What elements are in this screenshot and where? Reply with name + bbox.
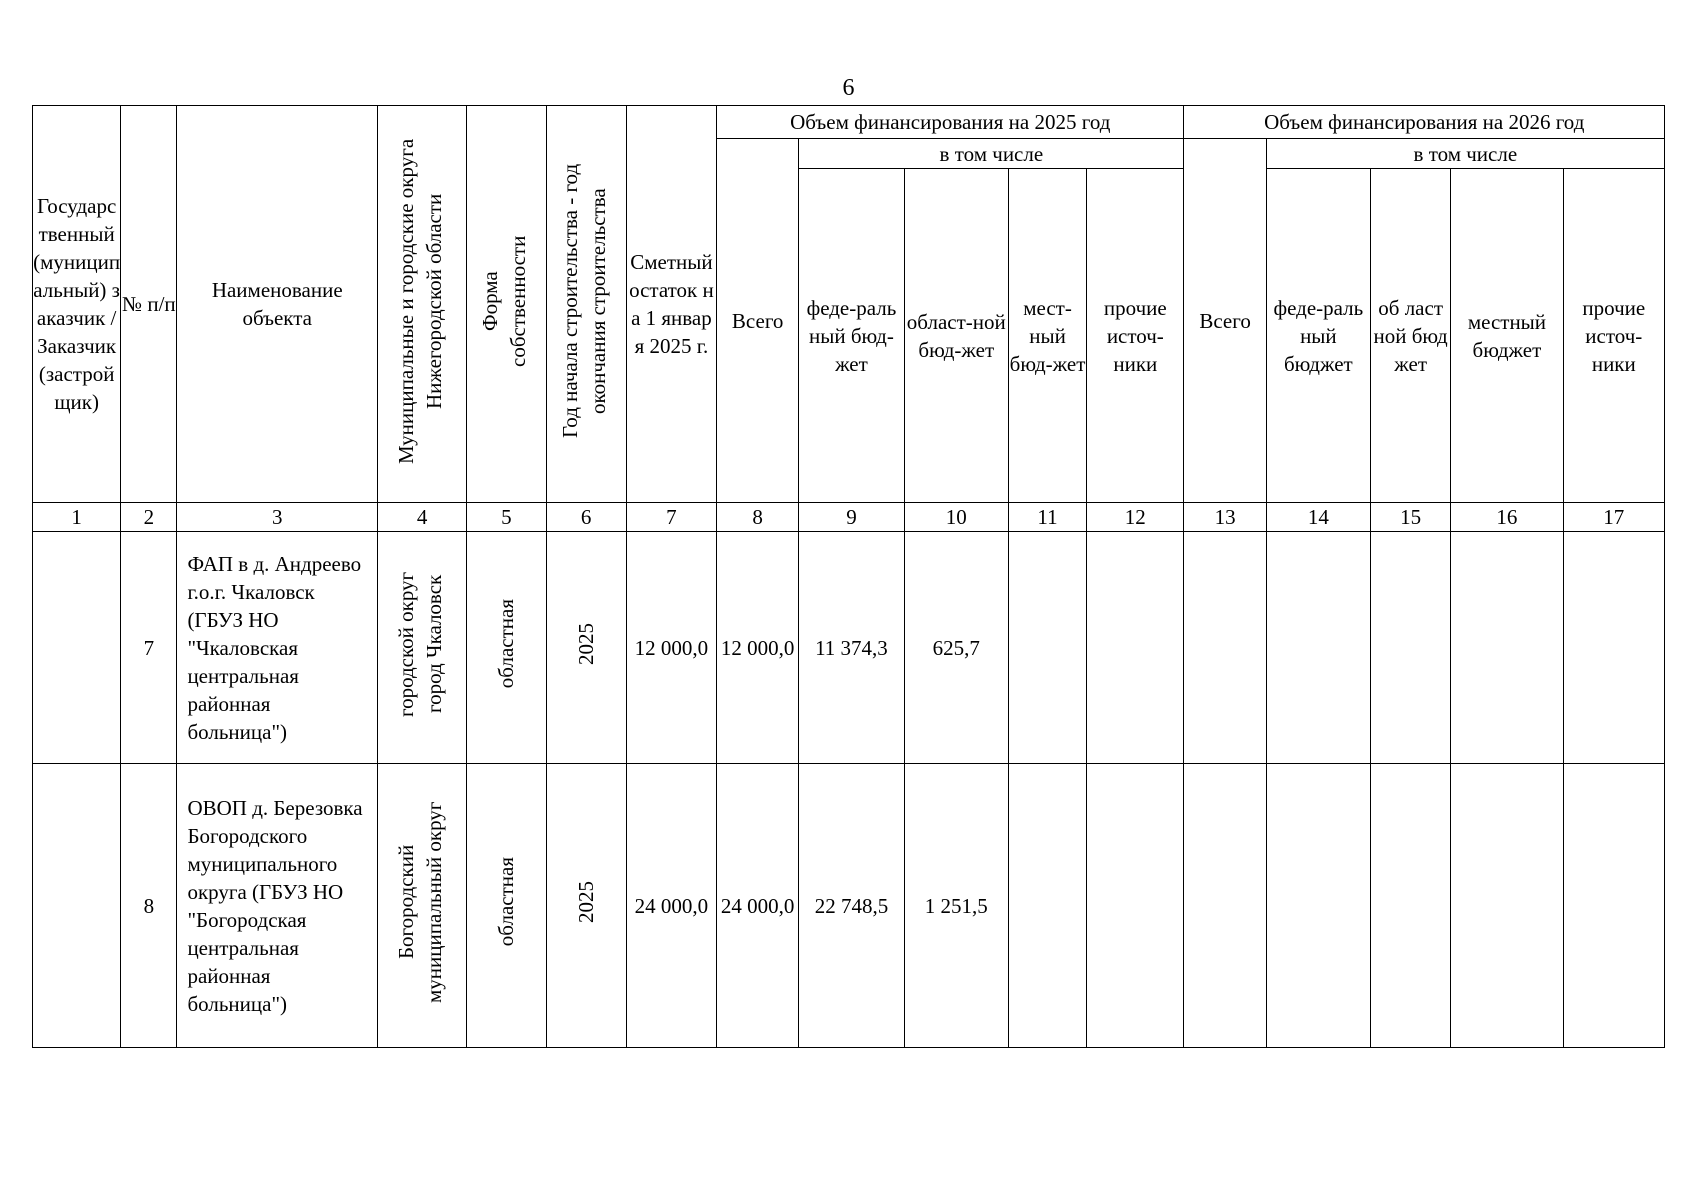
column-number: 14: [1266, 503, 1370, 532]
column-number: 13: [1184, 503, 1266, 532]
header-row-1: [33, 106, 1665, 139]
row-local-2026: [1451, 532, 1563, 764]
column-number: 5: [467, 503, 546, 532]
financing-table: [32, 105, 1665, 1048]
row-regional-2026: [1371, 532, 1451, 764]
row-municipality: Богородский муниципальный округ: [394, 801, 447, 1003]
row-federal-2026: [1266, 764, 1370, 1048]
header-municipality: Муниципальные и городские округа Нижегородской области: [394, 137, 447, 464]
column-number: 12: [1087, 503, 1184, 532]
column-number: 6: [546, 503, 626, 532]
row-remaining: 24 000,0: [626, 764, 716, 1048]
header-years-cell: [546, 106, 626, 503]
table-row: [33, 764, 1665, 1048]
row-total-2025: 24 000,0: [717, 764, 799, 1048]
header-years: Год начала строительства - год окончания строительства: [558, 163, 611, 438]
row-municipality-cell: [378, 532, 467, 764]
header-remaining: Сметный остаток на 1 января 2025 г.: [626, 106, 716, 503]
header-customer: Государственный (муниципальный) заказчик / Заказчик (застройщик): [33, 106, 121, 503]
row-other-2026: [1563, 532, 1664, 764]
row-local-2025: [1008, 764, 1086, 1048]
row-local-2026: [1451, 764, 1563, 1048]
row-object-name: ОВОП д. Березовка Богородского муниципального округа (ГБУЗ НО "Богородская центральная районная больница"): [177, 764, 378, 1048]
row-total-2026: [1184, 764, 1266, 1048]
table-row: [33, 532, 1665, 764]
row-total-2025: 12 000,0: [717, 532, 799, 764]
header-total-2026: Всего: [1184, 139, 1266, 503]
header-local-2026: местный бюджет: [1451, 169, 1563, 503]
column-number: 2: [121, 503, 177, 532]
row-federal-2026: [1266, 532, 1370, 764]
header-including-2026: в том числе: [1266, 139, 1664, 169]
row-municipality-cell: [378, 764, 467, 1048]
header-ownership-cell: [467, 106, 546, 503]
row-num: 8: [121, 764, 177, 1048]
row-years: 2025: [574, 881, 599, 923]
column-number: 3: [177, 503, 378, 532]
column-number: 7: [626, 503, 716, 532]
header-total-2025: Всего: [717, 139, 799, 503]
row-other-2025: [1087, 532, 1184, 764]
header-fin-2025: Объем финансирования на 2025 год: [717, 106, 1184, 139]
row-federal-2025: 11 374,3: [799, 532, 904, 764]
row-total-2026: [1184, 532, 1266, 764]
header-other-2026: прочие источ-ники: [1563, 169, 1664, 503]
row-regional-2025: 1 251,5: [904, 764, 1008, 1048]
row-regional-2026: [1371, 764, 1451, 1048]
row-ownership-cell: [467, 764, 546, 1048]
column-number: 17: [1563, 503, 1664, 532]
row-object-name: ФАП в д. Андреево г.о.г. Чкаловск (ГБУЗ НО "Чкаловская центральная районная больница"): [177, 532, 378, 764]
row-ownership: областная: [494, 599, 519, 689]
column-number: 16: [1451, 503, 1563, 532]
row-remaining: 12 000,0: [626, 532, 716, 764]
header-regional-2025: област-ной бюд-жет: [904, 169, 1008, 503]
header-regional-2026: об ласт ной бюд жет: [1371, 169, 1451, 503]
row-customer: [33, 532, 121, 764]
column-number: 1: [33, 503, 121, 532]
column-number: 9: [799, 503, 904, 532]
column-number-row: [33, 503, 1665, 532]
row-ownership-cell: [467, 532, 546, 764]
column-number: 4: [378, 503, 467, 532]
row-num: 7: [121, 532, 177, 764]
column-number: 15: [1371, 503, 1451, 532]
row-municipality: городской округ город Чкаловск: [394, 571, 447, 717]
column-number: 10: [904, 503, 1008, 532]
header-fin-2026: Объем финансирования на 2026 год: [1184, 106, 1665, 139]
header-num: № п/п: [121, 106, 177, 503]
column-number: 8: [717, 503, 799, 532]
row-other-2025: [1087, 764, 1184, 1048]
header-other-2025: прочие источ-ники: [1087, 169, 1184, 503]
header-ownership: Форма собственности: [478, 234, 531, 367]
page-number: 6: [842, 75, 855, 101]
row-years-cell: [546, 532, 626, 764]
row-customer: [33, 764, 121, 1048]
row-years-cell: [546, 764, 626, 1048]
row-local-2025: [1008, 532, 1086, 764]
row-other-2026: [1563, 764, 1664, 1048]
header-municipality-cell: [378, 106, 467, 503]
header-including-2025: в том числе: [799, 139, 1184, 169]
row-federal-2025: 22 748,5: [799, 764, 904, 1048]
row-regional-2025: 625,7: [904, 532, 1008, 764]
header-federal-2026: феде-раль ный бюджет: [1266, 169, 1370, 503]
column-number: 11: [1008, 503, 1086, 532]
header-object-name: Наименование объекта: [177, 106, 378, 503]
header-federal-2025: феде-раль ный бюд-жет: [799, 169, 904, 503]
row-years: 2025: [574, 623, 599, 665]
header-local-2025: мест-ный бюд-жет: [1008, 169, 1086, 503]
row-ownership: областная: [494, 857, 519, 947]
